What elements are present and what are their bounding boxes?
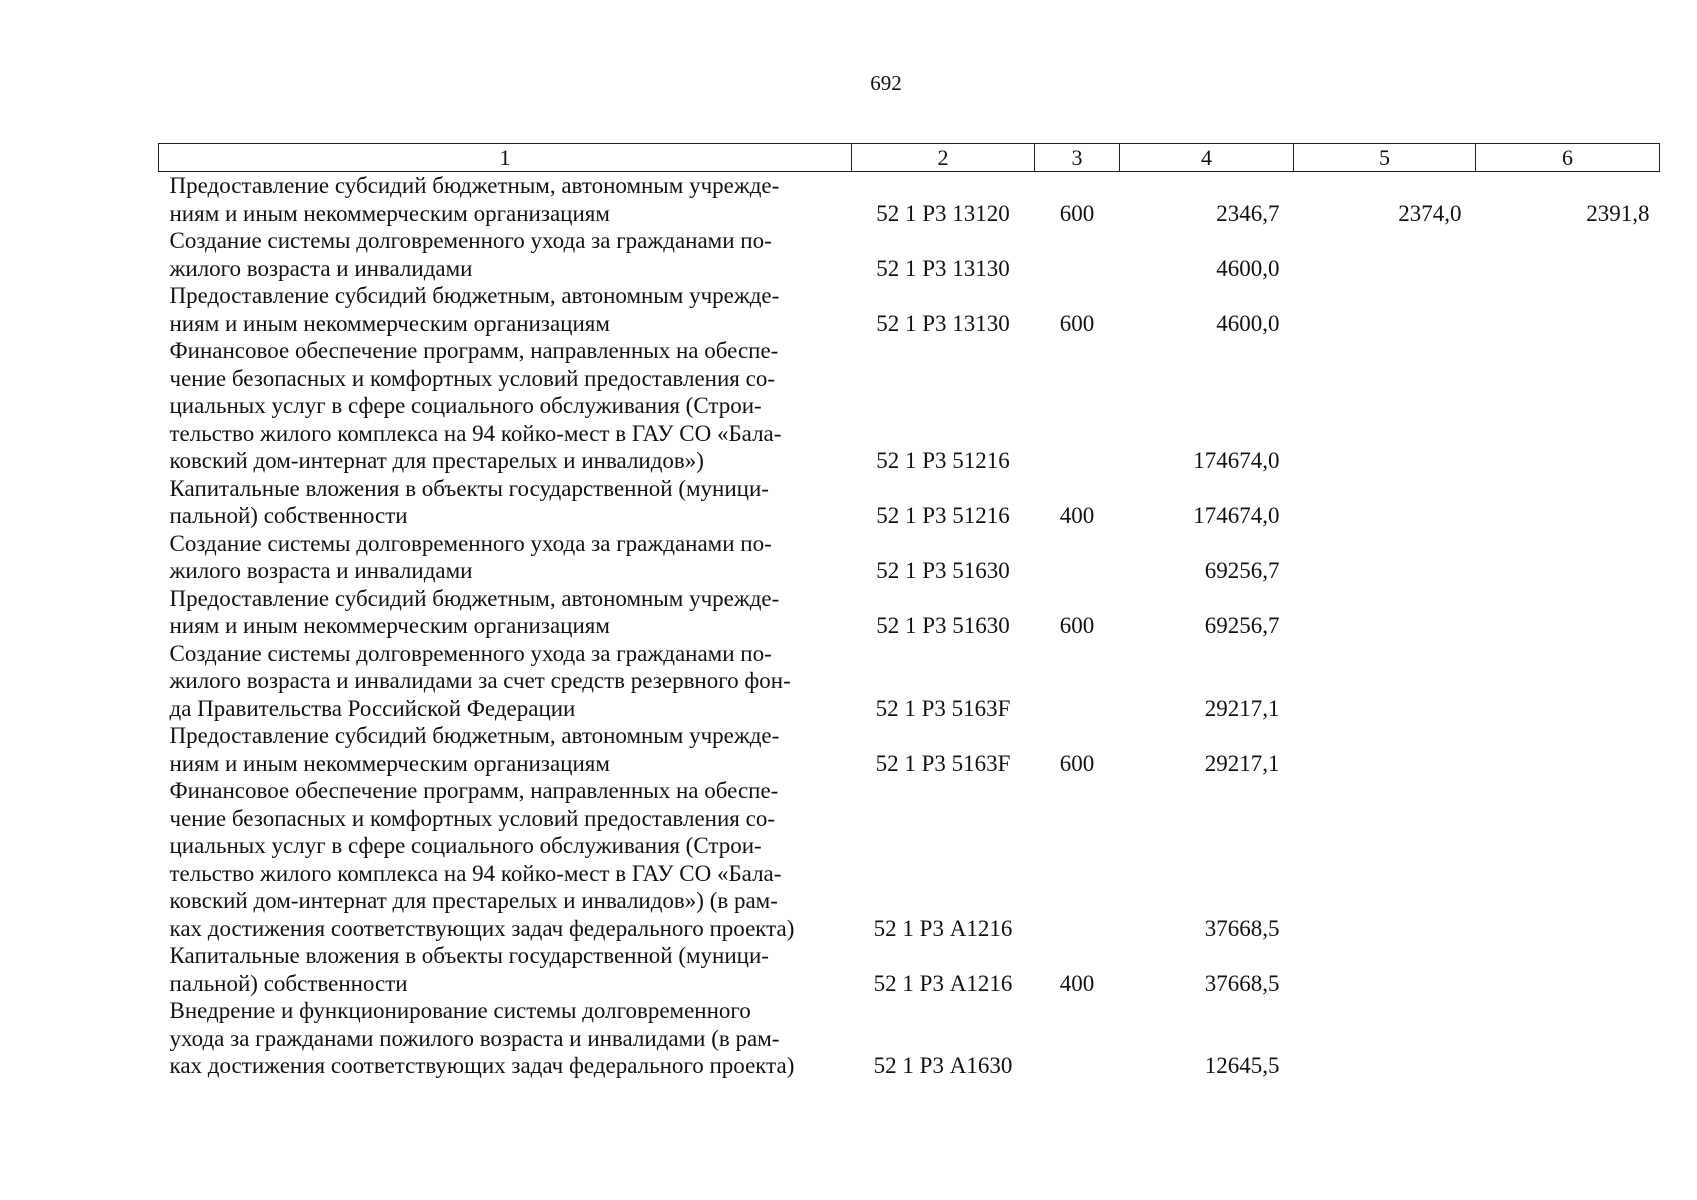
row-expense-type: 600: [1059, 310, 1095, 336]
row-value-col5: [1294, 640, 1476, 723]
row-description: [159, 337, 852, 475]
description-line: Предоставление субсидий бюджетным, автономным учрежде-: [169, 723, 780, 748]
row-value-col6: 2391,8: [1586, 200, 1650, 226]
row-expense-type: [1035, 227, 1120, 282]
row-code: 52 1 Р3 5163F: [875, 695, 1011, 721]
description-line: Финансовое обеспечение программ, направленных на обеспе-: [169, 338, 779, 363]
row-expense-type: 600: [1059, 200, 1095, 226]
row-code: 52 1 Р3 51630: [876, 613, 1010, 638]
row-expense-type: 400: [1059, 970, 1095, 996]
column-header-1: 1: [159, 144, 852, 172]
table-row: [159, 530, 1660, 585]
page-number: 692: [870, 71, 902, 95]
row-value-col6: [1476, 722, 1660, 777]
column-header-4: 4: [1120, 144, 1294, 172]
row-value-col5: [1294, 777, 1476, 942]
table-body: [159, 172, 1660, 1080]
header-row: [159, 144, 1660, 172]
row-value-col4: 69256,7: [1204, 613, 1280, 638]
description-line: ниям и иным некоммерческим организациям: [169, 750, 610, 776]
row-value-col5: [1294, 530, 1476, 585]
row-value-col4: 12645,5: [1204, 1053, 1280, 1078]
description-line: да Правительства Российской Федерации: [169, 695, 576, 721]
description-line: ковский дом-интернат для престарелых и инвалидов») (в рам-: [169, 888, 778, 913]
row-code: 52 1 Р3 13130: [876, 310, 1010, 336]
row-value-col6: [1476, 227, 1660, 282]
row-value-col6: [1476, 530, 1660, 585]
row-code: 52 1 Р3 51216: [876, 448, 1010, 473]
row-expense-type: [1035, 640, 1120, 723]
description-line: ковский дом-интернат для престарелых и инвалидов»): [169, 448, 704, 473]
row-description: [159, 530, 852, 585]
table-row: [159, 585, 1660, 640]
row-value-col4: 37668,5: [1204, 970, 1280, 996]
description-line: Предоставление субсидий бюджетным, автономным учрежде-: [169, 173, 780, 198]
table-row: [159, 172, 1660, 228]
row-value-col6: [1476, 997, 1660, 1080]
row-code: 52 1 Р3 А1630: [873, 1053, 1013, 1078]
row-code: 52 1 Р3 13120: [876, 200, 1010, 226]
row-expense-type: [1035, 777, 1120, 942]
row-value-col4: 4600,0: [1216, 255, 1280, 281]
table-row: [159, 227, 1660, 282]
description-line: пальной) собственности: [169, 503, 408, 528]
description-line: циальных услуг в сфере социального обслуживания (Строи-: [169, 393, 762, 418]
row-expense-type: [1035, 530, 1120, 585]
row-description: [159, 172, 852, 228]
row-expense-type: 600: [1059, 750, 1095, 776]
description-line: жилого возраста и инвалидами: [169, 558, 473, 583]
row-value-col4: 69256,7: [1204, 558, 1280, 583]
column-header-2: 2: [852, 144, 1035, 172]
budget-table-container: [158, 143, 1659, 1080]
table-header: [159, 144, 1660, 172]
table-row: [159, 997, 1660, 1080]
row-value-col4: 29217,1: [1204, 750, 1280, 776]
row-value-col6: [1476, 585, 1660, 640]
row-value-col4: 29217,1: [1204, 695, 1280, 721]
row-code: 52 1 Р3 51630: [876, 558, 1010, 583]
description-line: Внедрение и функционирование системы долговременного: [169, 998, 751, 1023]
description-line: пальной) собственности: [169, 970, 408, 996]
row-value-col4: 4600,0: [1216, 310, 1280, 336]
table-row: [159, 640, 1660, 723]
column-header-6: 6: [1476, 144, 1660, 172]
description-line: ниям и иным некоммерческим организациям: [169, 310, 610, 336]
table-row: [159, 337, 1660, 475]
description-line: Капитальные вложения в объекты государственной (муници-: [169, 475, 769, 501]
row-value-col6: [1476, 640, 1660, 723]
table-row: [159, 942, 1660, 997]
description-line: ниям и иным некоммерческим организациям: [169, 200, 610, 226]
description-line: Финансовое обеспечение программ, направленных на обеспе-: [169, 778, 779, 803]
row-value-col5: 2374,0: [1398, 200, 1462, 226]
row-value-col5: [1294, 722, 1476, 777]
row-code: 52 1 Р3 5163F: [875, 750, 1011, 776]
description-line: Предоставление субсидий бюджетным, автономным учрежде-: [169, 585, 780, 611]
description-line: чение безопасных и комфортных условий предоставления со-: [169, 805, 775, 831]
row-value-col4: 174674,0: [1193, 503, 1280, 528]
row-value-col5: [1294, 282, 1476, 337]
row-code: 52 1 Р3 А1216: [873, 970, 1013, 996]
row-description: [159, 227, 852, 282]
row-value-col4: 174674,0: [1193, 448, 1280, 473]
row-value-col6: [1476, 337, 1660, 475]
description-line: чение безопасных и комфортных условий предоставления со-: [169, 365, 775, 391]
row-value-col5: [1294, 585, 1476, 640]
description-line: Создание системы долговременного ухода за гражданами по-: [169, 530, 772, 556]
row-description: [159, 585, 852, 640]
row-value-col6: [1476, 777, 1660, 942]
row-value-col6: [1476, 475, 1660, 530]
row-value-col6: [1476, 282, 1660, 337]
row-description: [159, 997, 852, 1080]
row-description: [159, 475, 852, 530]
row-value-col5: [1294, 942, 1476, 997]
row-value-col6: [1476, 942, 1660, 997]
description-line: ках достижения соответствующих задач федерального проекта): [169, 1053, 795, 1078]
description-line: тельство жилого комплекса на 94 койко-мест в ГАУ СО «Бала-: [169, 860, 782, 886]
row-description: [159, 282, 852, 337]
description-line: циальных услуг в сфере социального обслуживания (Строи-: [169, 833, 762, 858]
description-line: ухода за гражданами пожилого возраста и инвалидами (в рам-: [169, 1025, 780, 1051]
budget-table: [158, 143, 1660, 1080]
row-value-col5: [1294, 227, 1476, 282]
row-value-col4: 37668,5: [1204, 915, 1280, 941]
row-expense-type: 600: [1059, 613, 1095, 638]
row-code: 52 1 Р3 А1216: [873, 915, 1013, 941]
row-value-col5: [1294, 337, 1476, 475]
description-line: Капитальные вложения в объекты государственной (муници-: [169, 943, 769, 968]
column-header-3: 3: [1035, 144, 1120, 172]
table-row: [159, 282, 1660, 337]
description-line: тельство жилого комплекса на 94 койко-мест в ГАУ СО «Бала-: [169, 420, 782, 446]
description-line: Предоставление субсидий бюджетным, автономным учрежде-: [169, 283, 780, 308]
description-line: Создание системы долговременного ухода за гражданами по-: [169, 228, 772, 253]
row-value-col5: [1294, 997, 1476, 1080]
table-row: [159, 475, 1660, 530]
description-line: ках достижения соответствующих задач федерального проекта): [169, 915, 795, 941]
row-description: [159, 777, 852, 942]
description-line: Создание системы долговременного ухода за гражданами по-: [169, 640, 772, 666]
row-value-col5: [1294, 475, 1476, 530]
description-line: жилого возраста и инвалидами за счет средств резервного фон-: [169, 668, 791, 693]
description-line: ниям и иным некоммерческим организациям: [169, 613, 610, 638]
row-expense-type: [1035, 337, 1120, 475]
row-code: 52 1 Р3 51216: [876, 503, 1010, 528]
column-header-5: 5: [1294, 144, 1476, 172]
row-expense-type: 400: [1059, 503, 1095, 528]
row-description: [159, 722, 852, 777]
row-value-col4: 2346,7: [1216, 200, 1280, 226]
row-description: [159, 640, 852, 723]
description-line: жилого возраста и инвалидами: [169, 255, 473, 281]
table-row: [159, 722, 1660, 777]
table-row: [159, 777, 1660, 942]
row-code: 52 1 Р3 13130: [876, 255, 1010, 281]
row-expense-type: [1035, 997, 1120, 1080]
row-description: [159, 942, 852, 997]
